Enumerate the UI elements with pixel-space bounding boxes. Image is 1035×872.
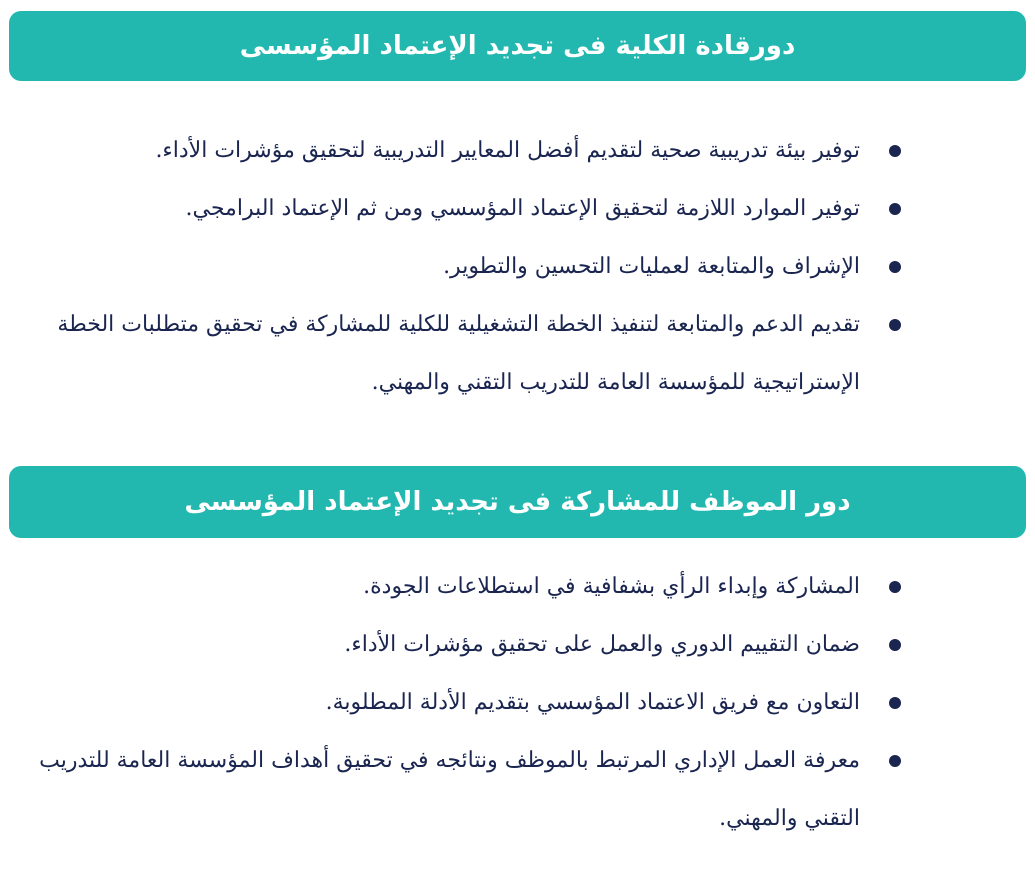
list-item bbox=[30, 180, 905, 238]
bullet-icon bbox=[889, 755, 901, 767]
bullet-icon bbox=[889, 581, 901, 593]
list-item bbox=[30, 296, 905, 412]
list-item bbox=[30, 238, 905, 296]
list-item-text: تقديم الدعم والمتابعة لتنفيذ الخطة التشغيلية للكلية للمشاركة في تحقيق متطلبات الخطة الإستراتيجية للمؤسسة العامة للتدريب التقني والمهني. bbox=[57, 312, 860, 395]
section-title: دورقادة الكلية فى تجديد الإعتماد المؤسسى bbox=[239, 31, 796, 61]
section-header-leadership-role bbox=[9, 11, 1026, 81]
list-item-text: توفير الموارد اللازمة لتحقيق الإعتماد المؤسسي ومن ثم الإعتماد البرامجي. bbox=[185, 196, 860, 221]
employee-role-list bbox=[30, 558, 905, 848]
list-item-text: التعاون مع فريق الاعتماد المؤسسي بتقديم الأدلة المطلوبة. bbox=[325, 690, 860, 715]
section-header-employee-role bbox=[9, 466, 1026, 538]
bullet-icon bbox=[889, 203, 901, 215]
list-item-text: المشاركة وإبداء الرأي بشفافية في استطلاعات الجودة. bbox=[363, 574, 860, 599]
section-title: دور الموظف للمشاركة فى تجديد الإعتماد المؤسسى bbox=[184, 487, 851, 517]
list-item-text: الإشراف والمتابعة لعمليات التحسين والتطوير. bbox=[443, 254, 860, 279]
bullet-icon bbox=[889, 697, 901, 709]
list-item bbox=[30, 616, 905, 674]
bullet-icon bbox=[889, 639, 901, 651]
list-item bbox=[30, 122, 905, 180]
list-item bbox=[30, 732, 905, 848]
leadership-role-list bbox=[30, 122, 905, 412]
list-item-text: ضمان التقييم الدوري والعمل على تحقيق مؤشرات الأداء. bbox=[344, 632, 860, 657]
bullet-icon bbox=[889, 145, 901, 157]
bullet-icon bbox=[889, 261, 901, 273]
bullet-icon bbox=[889, 319, 901, 331]
list-item-text: توفير بيئة تدريبية صحية لتقديم أفضل المعايير التدريبية لتحقيق مؤشرات الأداء. bbox=[155, 138, 860, 163]
list-item bbox=[30, 674, 905, 732]
list-item bbox=[30, 558, 905, 616]
list-item-text: معرفة العمل الإداري المرتبط بالموظف ونتائجه في تحقيق أهداف المؤسسة العامة للتدريب التقني والمهني. bbox=[39, 748, 860, 831]
